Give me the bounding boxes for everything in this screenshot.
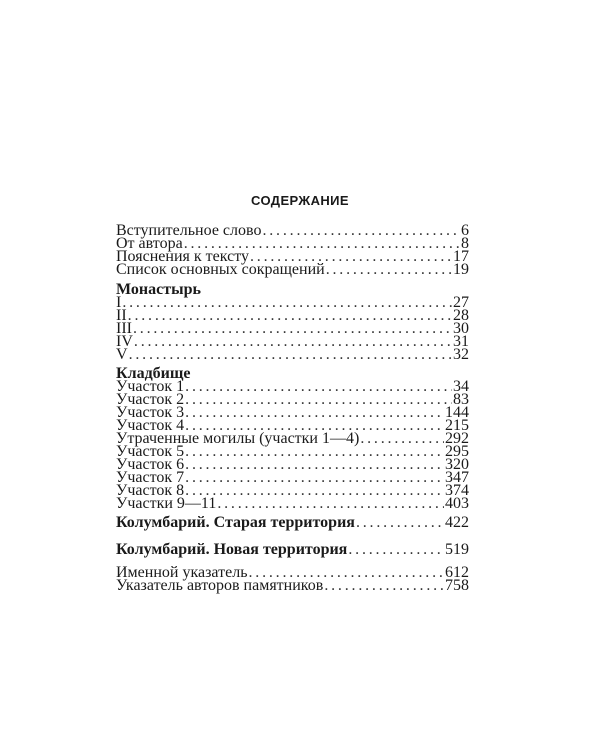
page-title: СОДЕРЖАНИЕ [251,193,349,208]
toc-entry-page: 320 [445,456,469,473]
toc-leader-dots [134,335,452,348]
section-heading: Кладбище [116,365,191,382]
toc-entry [116,309,469,322]
toc-entry-page: 215 [445,417,469,434]
toc-entry-page: 83 [453,391,469,408]
toc-entry-label: Указатель авторов памятников [116,577,324,594]
toc-leader-dots [185,484,444,497]
toc-entry [116,579,469,592]
toc-entry-label: Участок 2 [116,391,185,408]
toc-entry-label: Утраченные могилы (участки 1—4) [116,430,360,447]
toc-entry-page: 758 [445,577,469,594]
toc-entry-label: Участки 9—11 [116,495,217,512]
toc-leader-dots [262,224,460,237]
toc-entry-label: Колумбарий. Новая территория [116,541,348,558]
toc-leader-dots [128,309,452,322]
toc-entry-page: 8 [461,235,469,252]
toc-leader-dots [185,458,444,471]
toc-leader-dots [185,406,444,419]
toc-entry-label: Колумбарий. Старая территория [116,514,355,531]
toc-leader-dots [185,471,444,484]
toc-leader-dots [185,445,444,458]
toc-entry-label: IV [116,333,133,350]
toc-entry-label: Участок 1 [116,378,185,395]
toc-entry-page: 612 [445,564,469,581]
toc-intro-section [116,224,469,276]
toc-entry-page: 292 [445,430,469,447]
toc-entry-label: II [116,307,127,324]
toc-entry-page: 422 [445,514,469,531]
toc-leader-dots [356,516,444,529]
toc-monastery-section [116,283,469,361]
toc-entry-page: 19 [453,261,469,278]
toc-entry-page: 32 [453,346,469,363]
toc-leader-dots [185,393,452,406]
toc-entry-label: От автора [116,235,183,252]
toc-entry-page: 17 [453,248,469,265]
toc-entry-label: V [116,346,128,363]
toc-entry-page: 519 [445,541,469,558]
toc-leader-dots [129,348,452,361]
toc-entry-page: 30 [453,320,469,337]
toc-entry-label: Участок 4 [116,417,185,434]
toc-entry-label: I [116,294,122,311]
toc-entry-label: Пояснения к тексту [116,248,249,265]
toc-entry-label: III [116,320,132,337]
toc-entry [116,263,469,276]
toc-entry [116,348,469,361]
toc-entry [116,335,469,348]
toc-entry-label: Список основных сокращений [116,261,325,278]
toc-entry [116,516,469,529]
toc-entry [116,296,469,309]
toc-leader-dots [348,543,444,556]
toc-entry-label: Участок 5 [116,443,185,460]
toc-leader-dots [326,263,452,276]
toc-entry-page: 144 [445,404,469,421]
toc-entry [116,322,469,335]
toc-entry-label: Участок 3 [116,404,185,421]
toc-entry-label: Участок 6 [116,456,185,473]
toc-entry-page: 34 [453,378,469,395]
toc-entry-label: Участок 7 [116,469,185,486]
toc-leader-dots [360,432,444,445]
toc-entry-page: 27 [453,294,469,311]
toc-entry-page: 28 [453,307,469,324]
toc-entry [116,543,469,556]
toc-entry-label: Именной указатель [116,564,248,581]
toc-cemetery-section [116,367,469,510]
toc-leader-dots [324,579,444,592]
toc-leader-dots [217,497,444,510]
toc-leader-dots [133,322,452,335]
toc-entry-page: 347 [445,469,469,486]
toc-leader-dots [122,296,452,309]
toc-entry-label: Вступительное слово [116,222,262,239]
toc-entry-page: 6 [461,222,469,239]
toc-columbarium-new-section [116,543,469,556]
toc-entry-page: 374 [445,482,469,499]
toc-columbarium-old-section [116,516,469,529]
toc-entry-page: 403 [445,495,469,512]
toc-entry-page: 31 [453,333,469,350]
toc-indexes-section [116,566,469,592]
toc-entry [116,497,469,510]
section-heading: Монастырь [116,281,201,298]
toc-entry-page: 295 [445,443,469,460]
toc-entry-label: Участок 8 [116,482,185,499]
toc-leader-dots [185,380,452,393]
